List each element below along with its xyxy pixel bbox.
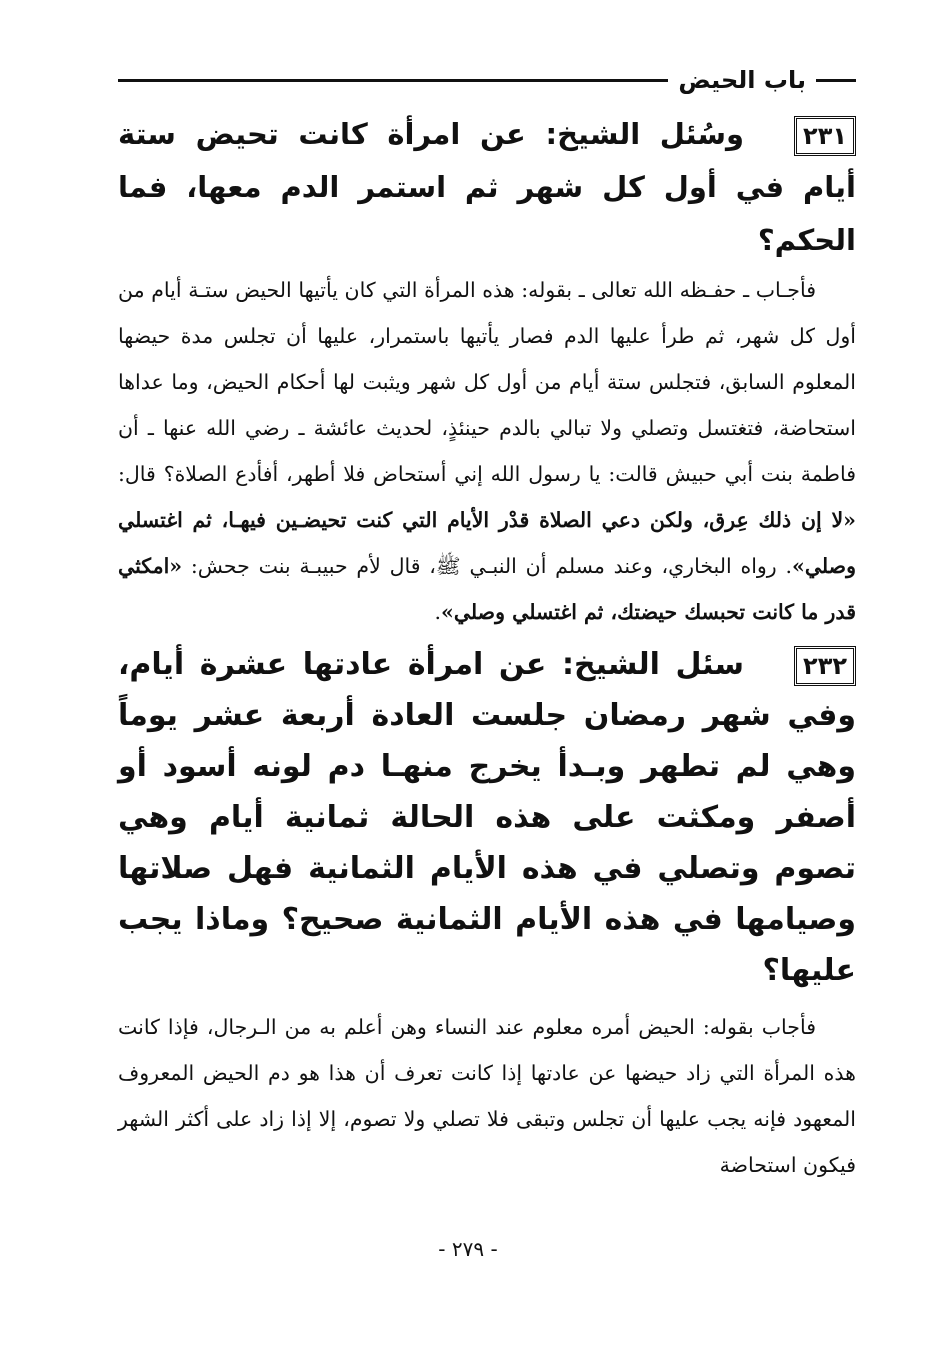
page-header <box>118 62 856 98</box>
answer-231 <box>118 267 856 635</box>
page-content <box>118 108 856 1188</box>
page-number: - ٢٧٩ - <box>438 1237 498 1261</box>
question-text-232: سئل الشيخ: عن امرأة عادتها عشرة أيام، وفي شهر رمضان جلست العادة أربعة عشر يوماً وهي لم تطهر وبـدأ يخرج منهـا دم لونه أسود أو أصفر ومكثت على هذه الحالة ثمانية أيام وهي تصوم وتصلي في هذه الأيام الثمانية فهل صلاتها وصيامها في هذه الأيام الثمانية صحيح؟ وماذا يجب عليها؟ <box>118 647 856 988</box>
answer-231-text-2: . رواه البخاري، وعند مسلم أن النبـي ﷺ، قال لأم حبيبـة بنت جحش: <box>182 554 792 578</box>
hadith-quote-2: «امكثي قدر ما كانت تحبسك حيضتك، ثم اغتسلي وصلي» <box>118 554 856 624</box>
answer-232-text: فأجاب بقوله: الحيض أمره معلوم عند النساء وهن أعلم به من الـرجال، فإذا كانت هذه المرأة التي زاد حيضها عن عادتها إذا كانت تعرف أن هذا هو دم الحيض المعروف المعهود فإنه يجب عليها أن تجلس وتبقى فلا تصلي ولا تصوم، إلا إذا زاد على أكثر الشهر فيكون استحاضة <box>118 1015 856 1177</box>
chapter-title: باب الحيض <box>678 66 806 94</box>
header-rule-long <box>118 79 668 82</box>
question-number-232: ٢٣٢ <box>794 646 856 686</box>
question-text-231: وسُئل الشيخ: عن امرأة كانت تحيض ستة أيام في أول كل شهر ثم استمر الدم معها، فما الحكم؟ <box>118 117 856 257</box>
answer-231-text-1: فأجـاب ـ حفـظه الله تعالى ـ بقوله: هذه المرأة التي كان يأتيها الحيض ستـة أيام من أول كل شهر، ثم طرأ عليها الدم فصار يأتيها باستمرار، عليها أن تجلس مدة حيضها المعلوم السابق، فتجلس ستة أيام من أول كل شهر ويثبت لها أحكام الحيض، وما عداها استحاضة، فتغتسل وتصلي ولا تبالي بالدم حينئذٍ، لحديث عائشة ـ رضي الله عنها ـ أن فاطمة بنت أبي حبيش قالت: يا رسول الله إني أستحاض فلا أطهر، أفأدع الصلاة؟ قال: <box>118 278 856 486</box>
hadith-quote-1: «لا إن ذلك عِرق، ولكن دعي الصلاة قدْر الأيام التي كنت تحيضـين فيهـا، ثم اغتسلي وصلي» <box>118 508 856 578</box>
question-number-231: ٢٣١ <box>794 116 856 156</box>
answer-232 <box>118 1004 856 1188</box>
question-232 <box>118 639 856 996</box>
answer-231-text-3: . <box>434 600 441 624</box>
question-231 <box>118 108 856 267</box>
header-rule-short <box>816 79 856 82</box>
